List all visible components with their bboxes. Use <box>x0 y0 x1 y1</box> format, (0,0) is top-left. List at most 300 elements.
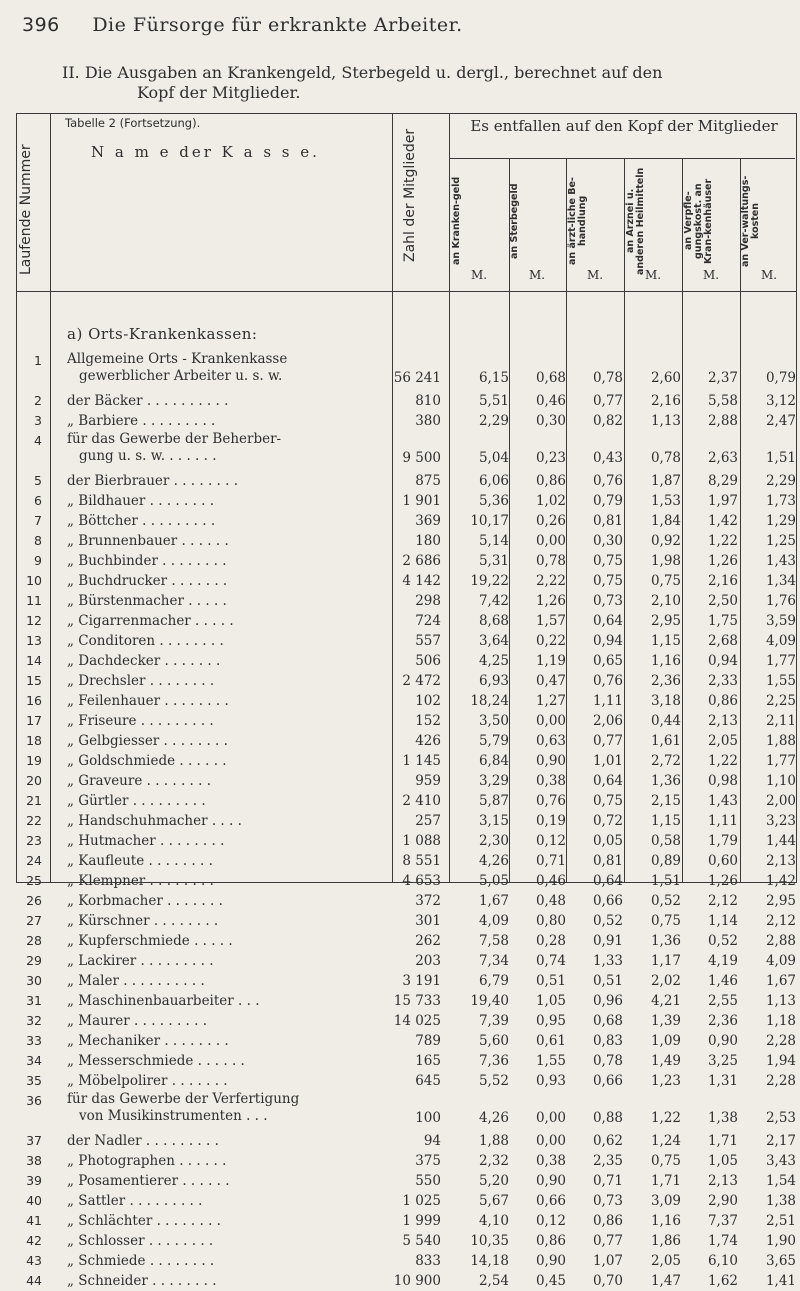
table-row <box>16 671 797 691</box>
amount-cell: 1,62 <box>707 1273 738 1289</box>
kasse-name-line-1: Allgemeine Orts - Krankenkasse <box>67 351 288 367</box>
header-laufende-nummer: Laufende Nummer <box>18 144 34 276</box>
row-number: 24 <box>26 853 42 868</box>
mitglieder-count: 2 410 <box>402 793 441 809</box>
amount-cell: 1,16 <box>650 653 681 669</box>
amount-cell: 7,58 <box>478 933 509 949</box>
amount-cell: 1,51 <box>765 450 796 466</box>
amount-cell: 4,10 <box>478 1213 509 1229</box>
amount-cell: 0,64 <box>592 873 623 889</box>
amount-cell: 1,54 <box>765 1173 796 1189</box>
table-row <box>16 1071 797 1091</box>
amount-cell: 0,12 <box>535 1213 566 1229</box>
amount-cell: 0,19 <box>535 813 566 829</box>
amount-cell: 1,25 <box>765 533 796 549</box>
amount-cell: 0,45 <box>535 1273 566 1289</box>
table-row <box>16 1051 797 1071</box>
amount-cell: 1,98 <box>650 553 681 569</box>
amount-cell: 1,36 <box>650 933 681 949</box>
amount-cell: 1,43 <box>707 793 738 809</box>
amount-cell: 4,25 <box>478 653 509 669</box>
amount-cell: 2,68 <box>707 633 738 649</box>
mitglieder-count: 372 <box>415 893 441 909</box>
amount-cell: 10,17 <box>470 513 509 529</box>
amount-cell: 1,74 <box>707 1233 738 1249</box>
amount-cell: 2,16 <box>707 573 738 589</box>
table-row <box>16 911 797 931</box>
table-row <box>16 691 797 711</box>
row-number: 41 <box>26 1213 42 1228</box>
row-number: 1 <box>34 353 42 368</box>
amount-cell: 2,28 <box>765 1033 796 1049</box>
amount-cell: 2,06 <box>592 713 623 729</box>
row-number: 39 <box>26 1173 42 1188</box>
amount-cell: 2,88 <box>765 933 796 949</box>
kasse-name: „ Gelbgiesser . . . . . . . . <box>67 733 228 749</box>
mitglieder-count: 833 <box>415 1253 441 1269</box>
kasse-name: „ Gürtler . . . . . . . . . <box>67 793 206 809</box>
amount-cell: 1,22 <box>707 533 738 549</box>
amount-cell: 0,86 <box>535 473 566 489</box>
amount-cell: 1,34 <box>765 573 796 589</box>
amount-cell: 0,62 <box>592 1133 623 1149</box>
amount-cell: 2,54 <box>478 1273 509 1289</box>
mitglieder-count: 94 <box>423 1133 441 1149</box>
row-number: 16 <box>26 693 42 708</box>
row-number: 9 <box>34 553 42 568</box>
kasse-name <box>67 351 397 385</box>
kasse-name: „ Hutmacher . . . . . . . . <box>67 833 225 849</box>
row-number: 8 <box>34 533 42 548</box>
amount-cell: 19,22 <box>470 573 509 589</box>
header-sterbegeld: an Sterbegeld <box>509 183 520 259</box>
row-number: 28 <box>26 933 42 948</box>
amount-cell: 0,58 <box>650 833 681 849</box>
amount-cell: 1,88 <box>765 733 796 749</box>
amount-cell: 0,65 <box>592 653 623 669</box>
amount-cell: 0,79 <box>592 493 623 509</box>
amount-cell: 1,24 <box>650 1133 681 1149</box>
kasse-name: „ Brunnenbauer . . . . . . <box>67 533 229 549</box>
header-zahl: Zahl der Mitglieder <box>402 128 418 262</box>
amount-cell: 8,29 <box>707 473 738 489</box>
amount-cell: 1,13 <box>765 993 796 1009</box>
kasse-name: „ Conditoren . . . . . . . . <box>67 633 224 649</box>
mitglieder-count: 375 <box>415 1153 441 1169</box>
amount-cell: 0,26 <box>535 513 566 529</box>
amount-cell: 3,64 <box>478 633 509 649</box>
kasse-name: „ Messerschmiede . . . . . . <box>67 1053 245 1069</box>
table-row <box>16 1011 797 1031</box>
amount-cell: 0,64 <box>592 613 623 629</box>
mitglieder-count: 9 500 <box>402 450 441 466</box>
mitglieder-count: 1 145 <box>402 753 441 769</box>
mitglieder-count: 15 733 <box>393 993 441 1009</box>
mitglieder-count: 550 <box>415 1173 441 1189</box>
row-number: 3 <box>34 413 42 428</box>
amount-cell: 0,89 <box>650 853 681 869</box>
amount-cell: 2,17 <box>765 1133 796 1149</box>
mitglieder-count: 875 <box>415 473 441 489</box>
row-number: 10 <box>26 573 42 588</box>
kasse-name: „ Posamentierer . . . . . . <box>67 1173 230 1189</box>
unit-label: M. <box>644 268 662 282</box>
page-number: 396 <box>22 14 60 36</box>
kasse-name: „ Mechaniker . . . . . . . . <box>67 1033 229 1049</box>
amount-cell: 0,46 <box>535 393 566 409</box>
amount-cell: 0,38 <box>535 1153 566 1169</box>
mitglieder-count: 180 <box>415 533 441 549</box>
kasse-name: der Bierbrauer . . . . . . . . <box>67 473 238 489</box>
amount-cell: 2,95 <box>765 893 796 909</box>
amount-cell: 1,18 <box>765 1013 796 1029</box>
mitglieder-count: 102 <box>415 693 441 709</box>
mitglieder-count: 298 <box>415 593 441 609</box>
amount-cell: 0,23 <box>535 450 566 466</box>
amount-cell: 2,13 <box>707 713 738 729</box>
amount-cell: 1,49 <box>650 1053 681 1069</box>
table-row <box>16 871 797 891</box>
table-row <box>16 471 797 491</box>
unit-label: M. <box>702 268 720 282</box>
amount-cell: 2,05 <box>650 1253 681 1269</box>
amount-cell: 0,61 <box>535 1033 566 1049</box>
amount-cell: 2,00 <box>765 793 796 809</box>
kasse-name-line-2: gewerblicher Arbeiter u. s. w. <box>79 368 283 384</box>
kasse-name: „ Lackirer . . . . . . . . . <box>67 953 214 969</box>
amount-cell: 1,05 <box>535 993 566 1009</box>
unit-label: M. <box>528 268 546 282</box>
amount-cell: 2,10 <box>650 593 681 609</box>
amount-cell: 0,86 <box>535 1233 566 1249</box>
amount-cell: 0,88 <box>592 1110 623 1126</box>
amount-cell: 0,83 <box>592 1033 623 1049</box>
row-number: 18 <box>26 733 42 748</box>
kasse-name: „ Schlosser . . . . . . . . <box>67 1233 214 1249</box>
header-group: Es entfallen auf den Kopf der Mitglieder <box>470 117 778 135</box>
amount-cell: 2,47 <box>765 413 796 429</box>
amount-cell: 2,30 <box>478 833 509 849</box>
amount-cell: 0,22 <box>535 633 566 649</box>
amount-cell: 0,78 <box>650 450 681 466</box>
kasse-name: „ Maschinenbauarbeiter . . . <box>67 993 260 1009</box>
amount-cell: 4,26 <box>478 1110 509 1126</box>
amount-cell: 0,80 <box>535 913 566 929</box>
header-verwaltungskosten: an Ver-waltungs-kosten <box>740 175 761 267</box>
amount-cell: 0,66 <box>592 1073 623 1089</box>
amount-cell: 1,97 <box>707 493 738 509</box>
amount-cell: 2,25 <box>765 693 796 709</box>
mitglieder-count: 8 551 <box>402 853 441 869</box>
mitglieder-count: 369 <box>415 513 441 529</box>
amount-cell: 10,35 <box>470 1233 509 1249</box>
row-number: 5 <box>34 473 42 488</box>
kasse-name: der Nadler . . . . . . . . . <box>67 1133 219 1149</box>
table-label: Tabelle 2 (Fortsetzung). <box>65 116 201 130</box>
amount-cell: 2,29 <box>478 413 509 429</box>
amount-cell: 6,93 <box>478 673 509 689</box>
row-number: 22 <box>26 813 42 828</box>
amount-cell: 1,26 <box>707 873 738 889</box>
row-number: 21 <box>26 793 42 808</box>
amount-cell: 0,90 <box>535 1173 566 1189</box>
kasse-name: „ Kupferschmiede . . . . . <box>67 933 233 949</box>
mitglieder-count: 506 <box>415 653 441 669</box>
amount-cell: 3,25 <box>707 1053 738 1069</box>
mitglieder-count: 724 <box>415 613 441 629</box>
amount-cell: 0,98 <box>707 773 738 789</box>
amount-cell: 0,30 <box>592 533 623 549</box>
amount-cell: 1,88 <box>478 1133 509 1149</box>
amount-cell: 0,52 <box>707 933 738 949</box>
kasse-name: „ Böttcher . . . . . . . . . <box>67 513 216 529</box>
amount-cell: 0,76 <box>535 793 566 809</box>
amount-cell: 0,75 <box>592 573 623 589</box>
amount-cell: 0,68 <box>535 370 566 386</box>
row-number: 33 <box>26 1033 42 1048</box>
amount-cell: 2,55 <box>707 993 738 1009</box>
amount-cell: 4,09 <box>765 953 796 969</box>
caption-line-2: Kopf der Mitglieder. <box>137 83 301 102</box>
amount-cell: 0,71 <box>592 1173 623 1189</box>
amount-cell: 8,68 <box>478 613 509 629</box>
table-row <box>16 651 797 671</box>
amount-cell: 0,47 <box>535 673 566 689</box>
kasse-name: „ Cigarrenmacher . . . . . <box>67 613 234 629</box>
kasse-name-line-1: für das Gewerbe der Beherber- <box>67 431 282 447</box>
amount-cell: 1,11 <box>707 813 738 829</box>
amount-cell: 1,87 <box>650 473 681 489</box>
mitglieder-count: 645 <box>415 1073 441 1089</box>
amount-cell: 1,07 <box>592 1253 623 1269</box>
amount-cell: 3,23 <box>765 813 796 829</box>
amount-cell: 0,91 <box>592 933 623 949</box>
amount-cell: 2,37 <box>707 370 738 386</box>
amount-cell: 2,13 <box>765 853 796 869</box>
amount-cell: 2,90 <box>707 1193 738 1209</box>
amount-cell: 3,50 <box>478 713 509 729</box>
mitglieder-count: 4 142 <box>402 573 441 589</box>
amount-cell: 4,26 <box>478 853 509 869</box>
amount-cell: 1,53 <box>650 493 681 509</box>
amount-cell: 14,18 <box>470 1253 509 1269</box>
amount-cell: 0,86 <box>592 1213 623 1229</box>
amount-cell: 1,55 <box>765 673 796 689</box>
amount-cell: 5,79 <box>478 733 509 749</box>
amount-cell: 4,19 <box>707 953 738 969</box>
amount-cell: 1,14 <box>707 913 738 929</box>
amount-cell: 0,48 <box>535 893 566 909</box>
table-row <box>16 991 797 1011</box>
amount-cell: 1,67 <box>478 893 509 909</box>
table-row <box>16 1191 797 1211</box>
amount-cell: 3,18 <box>650 693 681 709</box>
amount-cell: 0,52 <box>650 893 681 909</box>
amount-cell: 0,74 <box>535 953 566 969</box>
amount-cell: 5,67 <box>478 1193 509 1209</box>
table-row <box>16 811 797 831</box>
amount-cell: 0,30 <box>535 413 566 429</box>
table-row <box>16 851 797 871</box>
mitglieder-count: 3 191 <box>402 973 441 989</box>
amount-cell: 7,34 <box>478 953 509 969</box>
amount-cell: 1,26 <box>535 593 566 609</box>
table-row <box>16 751 797 771</box>
amount-cell: 0,77 <box>592 393 623 409</box>
amount-cell: 2,33 <box>707 673 738 689</box>
amount-cell: 2,32 <box>478 1153 509 1169</box>
amount-cell: 1,47 <box>650 1273 681 1289</box>
amount-cell: 7,39 <box>478 1013 509 1029</box>
amount-cell: 2,15 <box>650 793 681 809</box>
mitglieder-count: 257 <box>415 813 441 829</box>
statistics-table <box>16 113 797 1289</box>
row-number: 2 <box>34 393 42 408</box>
amount-cell: 1,77 <box>765 753 796 769</box>
amount-cell: 1,41 <box>765 1273 796 1289</box>
mitglieder-count: 2 472 <box>402 673 441 689</box>
amount-cell: 0,00 <box>535 1110 566 1126</box>
amount-cell: 0,81 <box>592 853 623 869</box>
amount-cell: 0,66 <box>535 1193 566 1209</box>
row-number: 40 <box>26 1193 42 1208</box>
mitglieder-count: 56 241 <box>393 370 441 386</box>
amount-cell: 1,75 <box>707 613 738 629</box>
row-number: 19 <box>26 753 42 768</box>
amount-cell: 0,81 <box>592 513 623 529</box>
amount-cell: 0,78 <box>535 553 566 569</box>
amount-cell: 0,68 <box>592 1013 623 1029</box>
kasse-name: „ Klempner . . . . . . . . <box>67 873 214 889</box>
amount-cell: 2,02 <box>650 973 681 989</box>
amount-cell: 2,12 <box>707 893 738 909</box>
row-number: 27 <box>26 913 42 928</box>
amount-cell: 0,90 <box>707 1033 738 1049</box>
amount-cell: 0,00 <box>535 713 566 729</box>
amount-cell: 3,65 <box>765 1253 796 1269</box>
kasse-name-line-2: gung u. s. w. . . . . . . <box>79 448 217 464</box>
amount-cell: 1,38 <box>707 1110 738 1126</box>
kasse-name: der Bäcker . . . . . . . . . . <box>67 393 229 409</box>
amount-cell: 0,64 <box>592 773 623 789</box>
amount-cell: 1,17 <box>650 953 681 969</box>
caption-line-1: II. Die Ausgaben an Krankengeld, Sterbegeld u. dergl., berechnet auf den <box>62 63 663 82</box>
amount-cell: 0,86 <box>707 693 738 709</box>
kasse-name-line-2: von Musikinstrumenten . . . <box>79 1108 268 1124</box>
unit-label: M. <box>586 268 604 282</box>
kasse-name: „ Bildhauer . . . . . . . . <box>67 493 215 509</box>
amount-cell: 1,44 <box>765 833 796 849</box>
running-head <box>22 14 463 36</box>
table-row <box>16 1151 797 1171</box>
running-title: Die Fürsorge für erkrankte Arbeiter. <box>92 14 463 36</box>
amount-cell: 0,38 <box>535 773 566 789</box>
kasse-name-line-1: für das Gewerbe der Verfertigung <box>67 1091 300 1107</box>
amount-cell: 0,00 <box>535 1133 566 1149</box>
unit-label: M. <box>470 268 488 282</box>
row-number: 11 <box>26 593 42 608</box>
row-number: 29 <box>26 953 42 968</box>
amount-cell: 2,11 <box>765 713 796 729</box>
table-row <box>16 511 797 531</box>
table-row <box>16 731 797 751</box>
table-row <box>16 1171 797 1191</box>
amount-cell: 5,31 <box>478 553 509 569</box>
amount-cell: 7,36 <box>478 1053 509 1069</box>
header-krankengeld: an Kranken-geld <box>451 176 462 266</box>
mitglieder-count: 426 <box>415 733 441 749</box>
mitglieder-count: 557 <box>415 633 441 649</box>
kasse-name: „ Maler . . . . . . . . . . <box>67 973 205 989</box>
amount-cell: 1,61 <box>650 733 681 749</box>
amount-cell: 1,23 <box>650 1073 681 1089</box>
kasse-name: „ Kaufleute . . . . . . . . <box>67 853 213 869</box>
amount-cell: 19,40 <box>470 993 509 1009</box>
amount-cell: 0,75 <box>592 793 623 809</box>
amount-cell: 1,94 <box>765 1053 796 1069</box>
kasse-name: „ Bürstenmacher . . . . . <box>67 593 227 609</box>
amount-cell: 7,42 <box>478 593 509 609</box>
row-number: 6 <box>34 493 42 508</box>
amount-cell: 0,92 <box>650 533 681 549</box>
kasse-name: „ Schlächter . . . . . . . . <box>67 1213 221 1229</box>
kasse-name: „ Kürschner . . . . . . . . <box>67 913 219 929</box>
amount-cell: 2,60 <box>650 370 681 386</box>
amount-cell: 0,73 <box>592 593 623 609</box>
amount-cell: 2,35 <box>592 1153 623 1169</box>
row-number: 13 <box>26 633 42 648</box>
amount-cell: 1,27 <box>535 693 566 709</box>
amount-cell: 18,24 <box>470 693 509 709</box>
amount-cell: 5,05 <box>478 873 509 889</box>
table-row <box>16 431 797 466</box>
amount-cell: 3,09 <box>650 1193 681 1209</box>
amount-cell: 1,90 <box>765 1233 796 1249</box>
table-row <box>16 951 797 971</box>
amount-cell: 2,36 <box>650 673 681 689</box>
amount-cell: 2,53 <box>765 1110 796 1126</box>
amount-cell: 4,09 <box>478 913 509 929</box>
row-number: 30 <box>26 973 42 988</box>
row-number: 37 <box>26 1133 42 1148</box>
amount-cell: 1,19 <box>535 653 566 669</box>
amount-cell: 5,36 <box>478 493 509 509</box>
amount-cell: 1,36 <box>650 773 681 789</box>
amount-cell: 0,90 <box>535 1253 566 1269</box>
rule <box>16 291 796 292</box>
amount-cell: 1,16 <box>650 1213 681 1229</box>
row-number: 7 <box>34 513 42 528</box>
amount-cell: 2,29 <box>765 473 796 489</box>
table-row <box>16 931 797 951</box>
amount-cell: 6,15 <box>478 370 509 386</box>
amount-cell: 1,57 <box>535 613 566 629</box>
table-row <box>16 591 797 611</box>
table-row <box>16 411 797 431</box>
row-number: 34 <box>26 1053 42 1068</box>
mitglieder-count: 100 <box>415 1110 441 1126</box>
amount-cell: 1,11 <box>592 693 623 709</box>
table-row <box>16 1251 797 1271</box>
table-row <box>16 1031 797 1051</box>
table-row <box>16 1211 797 1231</box>
amount-cell: 1,38 <box>765 1193 796 1209</box>
mitglieder-count: 1 999 <box>402 1213 441 1229</box>
amount-cell: 1,01 <box>592 753 623 769</box>
amount-cell: 0,72 <box>592 813 623 829</box>
row-number: 12 <box>26 613 42 628</box>
amount-cell: 1,67 <box>765 973 796 989</box>
